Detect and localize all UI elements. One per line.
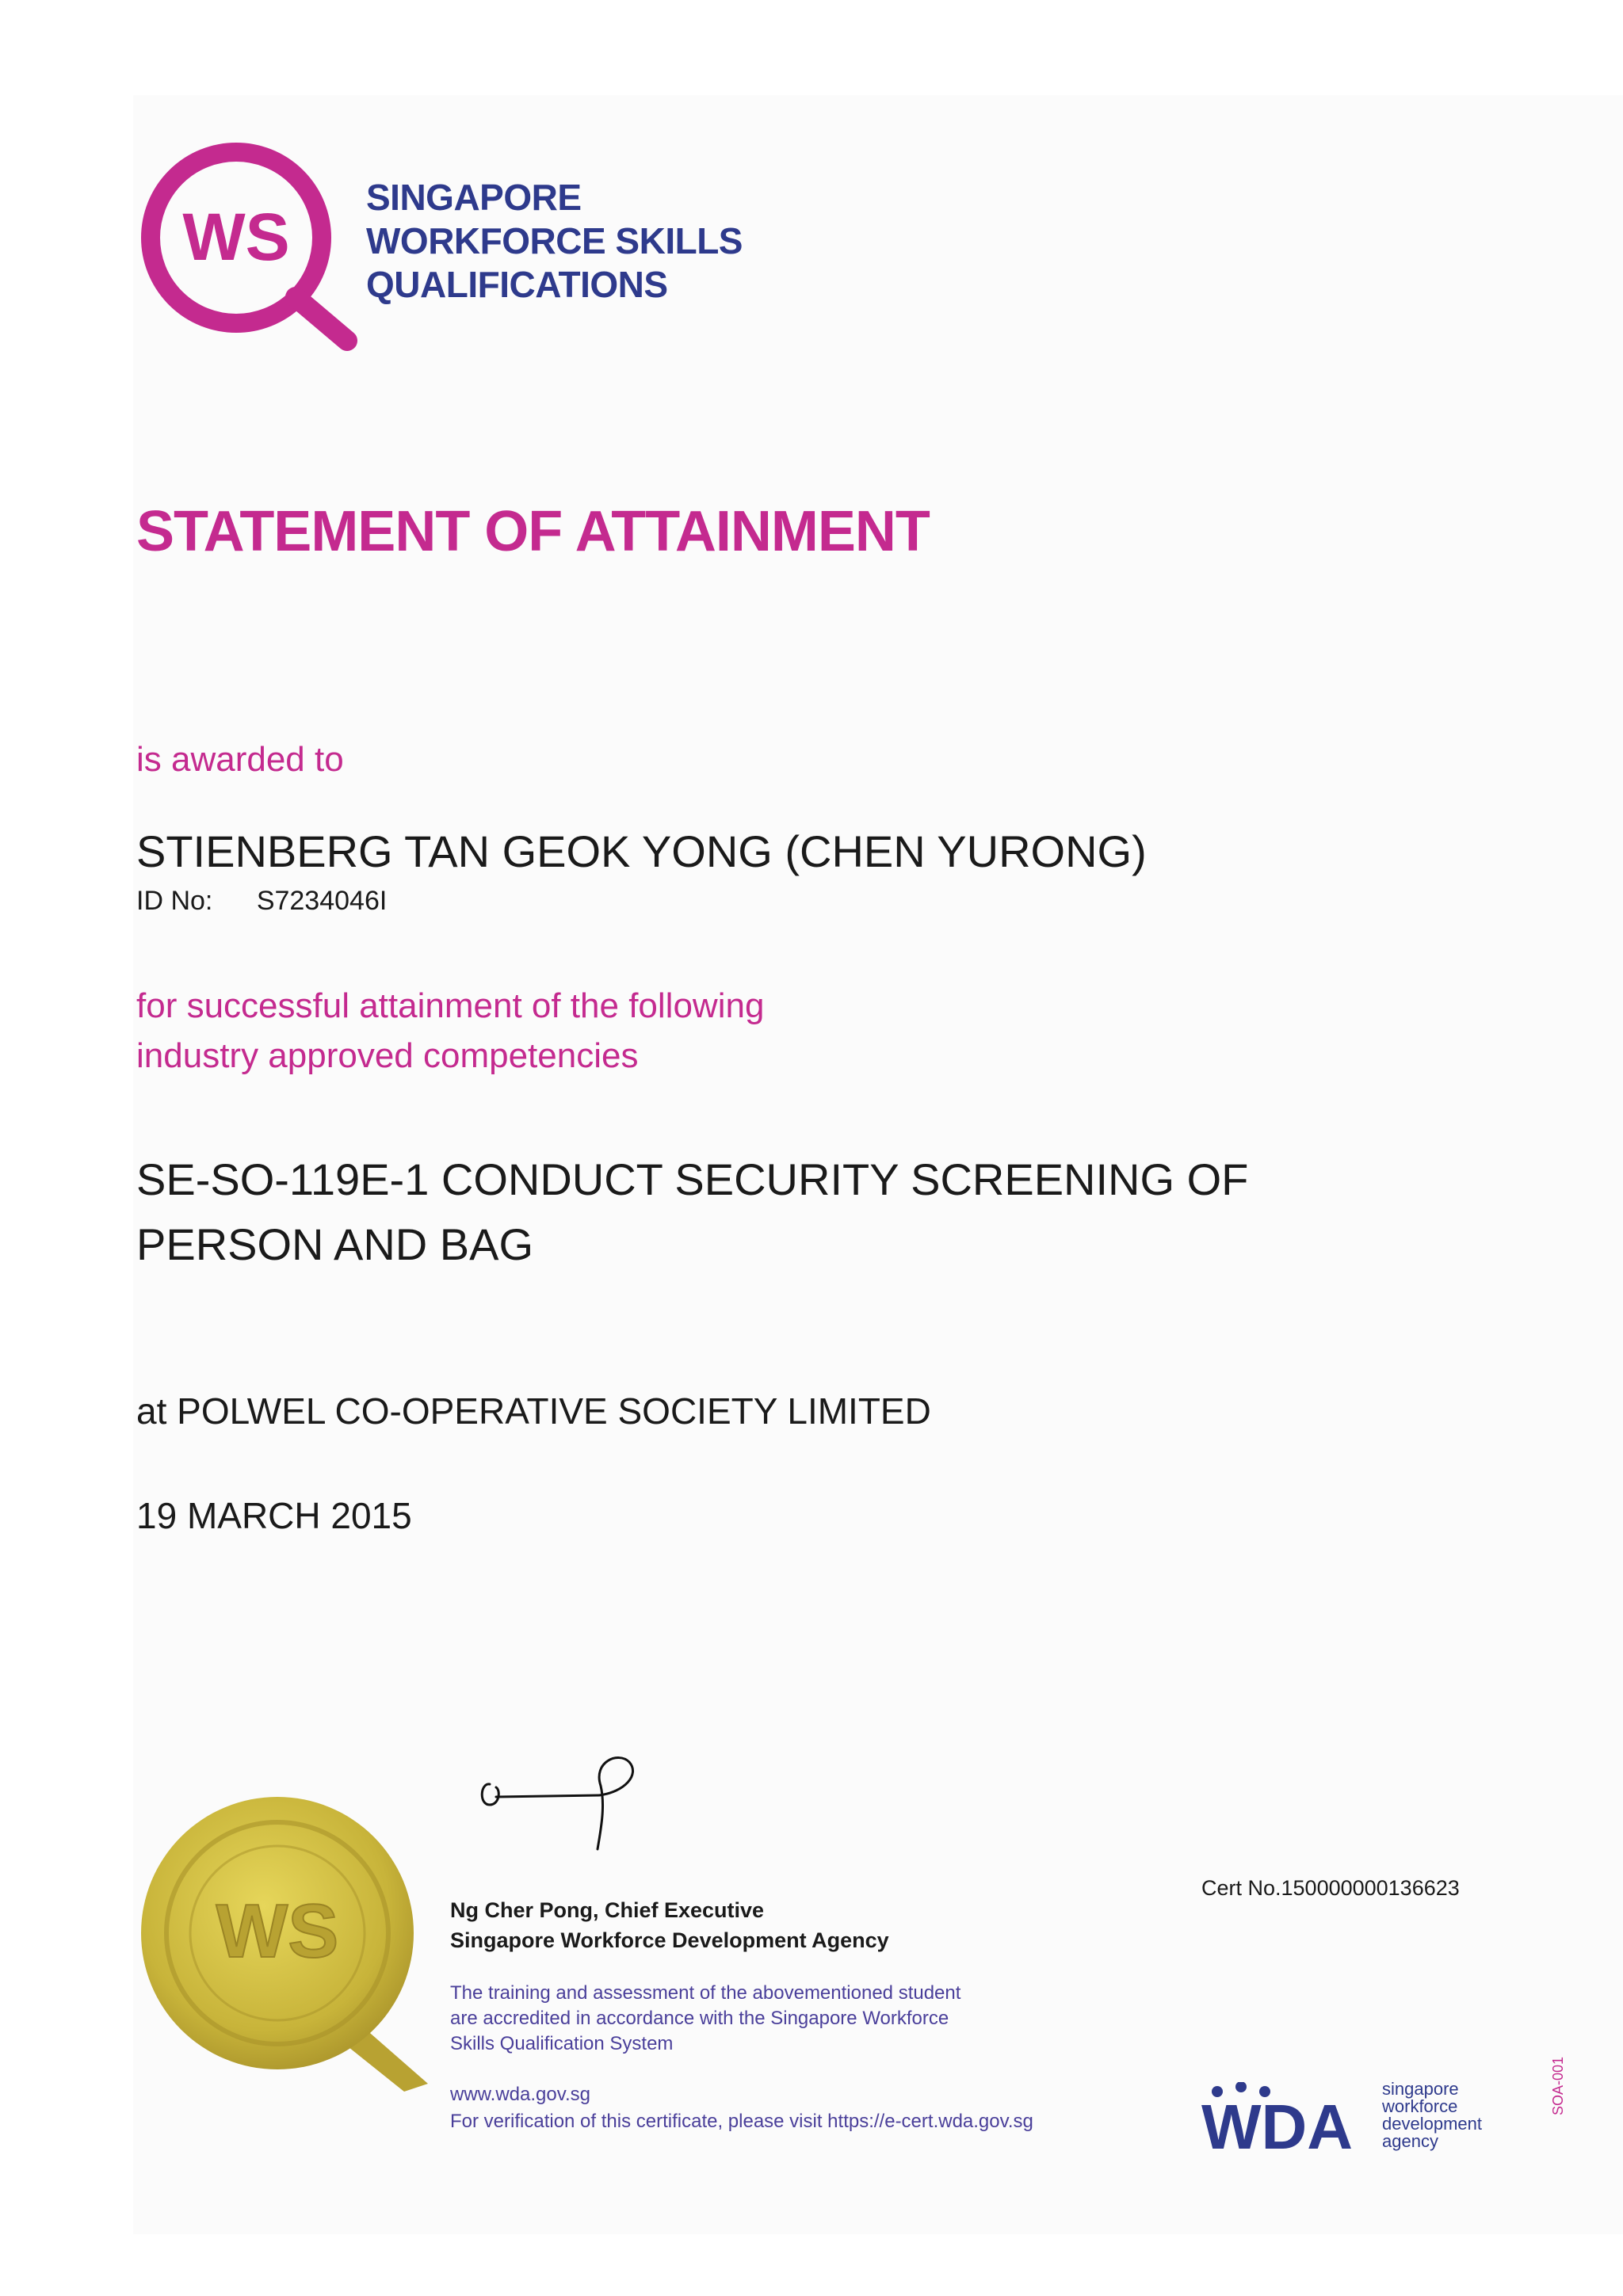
accreditation-line-1: The training and assessment of the abovementioned student	[450, 1982, 961, 2004]
form-code: SOA-001	[1550, 2056, 1566, 2115]
wda-text-line-4: agency	[1382, 2131, 1438, 2151]
wsq-logo-icon	[133, 135, 371, 357]
wda-text-line-2: workforce	[1382, 2096, 1458, 2116]
training-venue: at POLWEL CO-OPERATIVE SOCIETY LIMITED	[136, 1390, 931, 1432]
competency-line-2: PERSON AND BAG	[136, 1219, 534, 1269]
attainment-text-line-1: for successful attainment of the following	[136, 986, 765, 1025]
verification-text[interactable]: For verification of this certificate, please visit https://e-cert.wda.gov.sg	[450, 2111, 1033, 2132]
gold-seal-icon	[135, 1791, 444, 2092]
signatory-name-title: Ng Cher Pong, Chief Executive	[450, 1898, 765, 1922]
id-row	[136, 886, 387, 917]
signature-icon	[474, 1751, 648, 1854]
wda-text-line-3: development	[1382, 2114, 1482, 2134]
awarded-to-label: is awarded to	[136, 740, 344, 779]
recipient-name: STIENBERG TAN GEOK YONG (CHEN YURONG)	[136, 826, 1147, 876]
seal-letters: WS	[216, 1889, 339, 1974]
attainment-text-line-2: industry approved competencies	[136, 1036, 639, 1075]
logo-line-1: SINGAPORE	[366, 177, 582, 218]
id-value: S7234046I	[256, 886, 388, 916]
website-link[interactable]: www.wda.gov.sg	[450, 2084, 590, 2105]
id-label: ID No:	[136, 886, 213, 916]
wda-text-line-1: singapore	[1382, 2079, 1459, 2099]
accreditation-line-3: Skills Qualification System	[450, 2033, 674, 2054]
competency-line-1: SE-SO-119E-1 CONDUCT SECURITY SCREENING OF	[136, 1154, 1249, 1204]
wda-logo-icon	[1201, 2082, 1376, 2153]
award-date: 19 MARCH 2015	[136, 1495, 412, 1536]
certificate-number: Cert No.150000000136623	[1201, 1876, 1460, 1900]
logo-line-2: WORKFORCE SKILLS	[366, 220, 743, 261]
certificate-title: STATEMENT OF ATTAINMENT	[136, 500, 930, 563]
logo-letters: WS	[182, 200, 290, 274]
accreditation-line-2: are accredited in accordance with the Singapore Workforce	[450, 2008, 949, 2029]
logo-line-3: QUALIFICATIONS	[366, 264, 668, 305]
wda-letters: WDA	[1201, 2092, 1354, 2153]
signatory-agency: Singapore Workforce Development Agency	[450, 1928, 889, 1952]
